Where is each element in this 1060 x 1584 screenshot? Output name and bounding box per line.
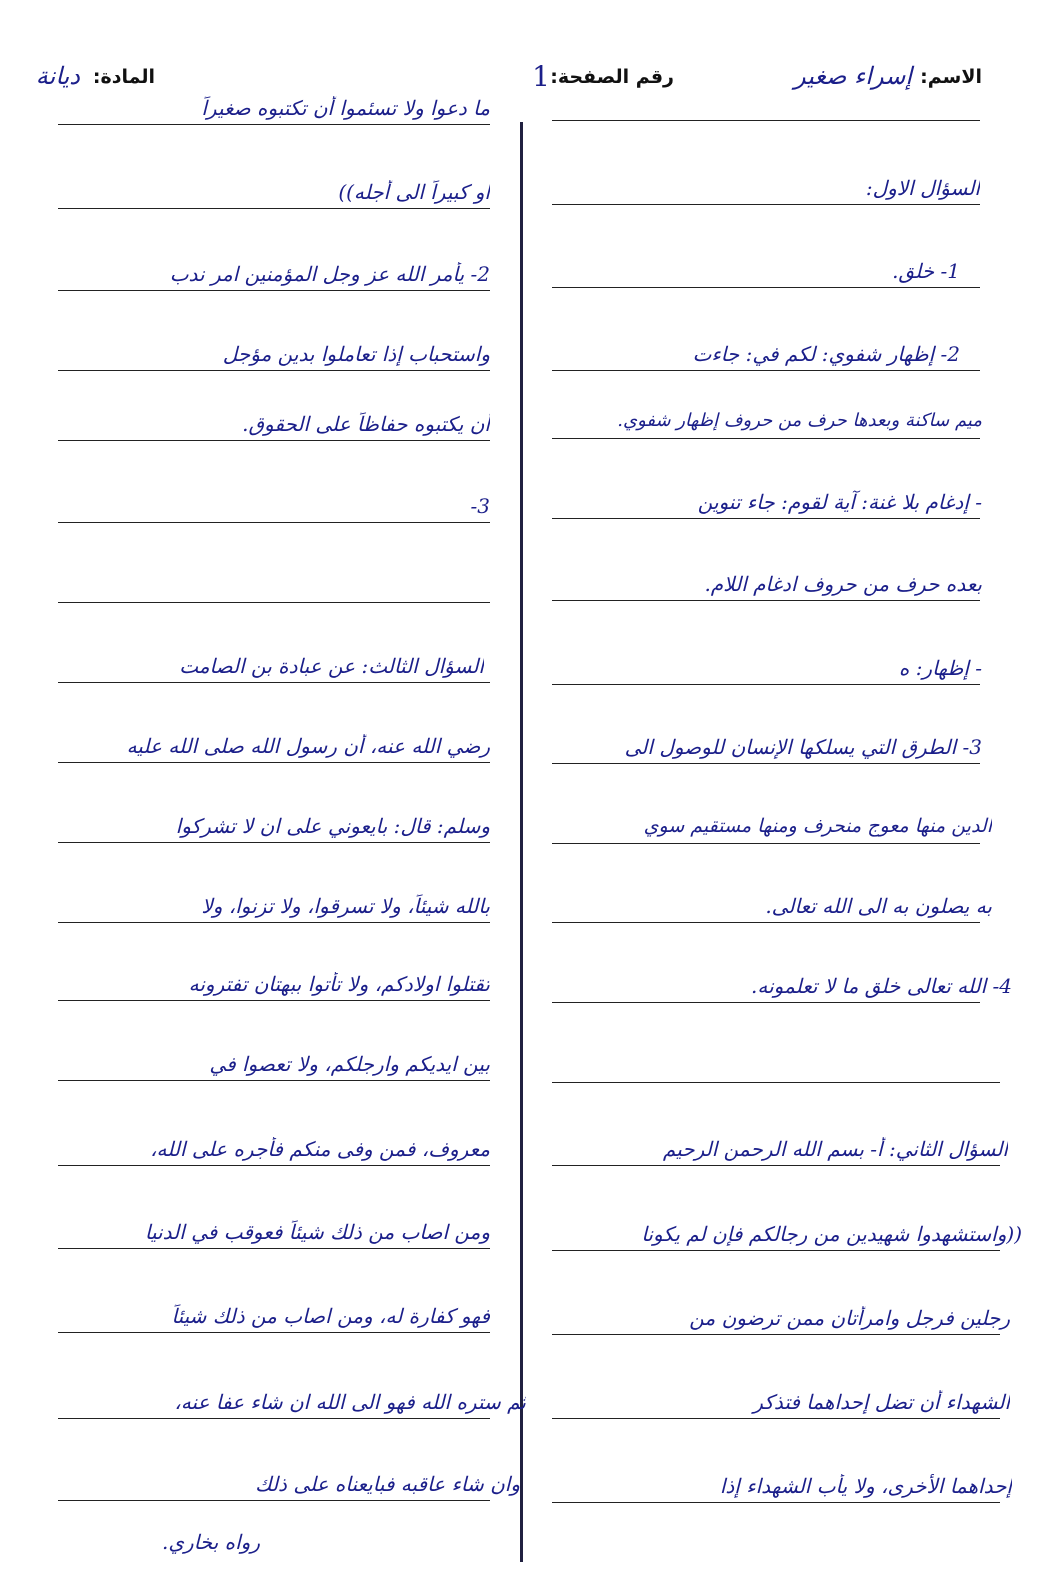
answer-line: معروف، فمن وفى منكم فأجره على الله،: [150, 1137, 490, 1161]
question-2-heading: السؤال الثاني: أ- بسم الله الرحمن الرحيم: [662, 1137, 1008, 1161]
name-label: الاسم:: [920, 66, 982, 88]
answer-line: بين ايديكم وارجلكم، ولا تعصوا في: [209, 1052, 490, 1076]
answer-line: تقتلوا اولادكم، ولا تأتوا ببهتان تفترونه: [188, 972, 490, 996]
left-rule: [58, 1248, 490, 1249]
page-number-label: رقم الصفحة:: [550, 66, 674, 88]
answer-line: 1- خلق.: [892, 259, 960, 283]
right-rule: [552, 1165, 1000, 1166]
answer-line: الشهداء أن تضل إحداهما فتذكر: [753, 1390, 1010, 1414]
answer-line: ثم ستره الله فهو الى الله ان شاء عفا عنه،: [174, 1390, 526, 1414]
right-rule: [552, 1082, 1000, 1083]
name-value: إسراء صغير: [793, 62, 912, 90]
answer-line: 3- الطرق التي يسلكها الإنسان للوصول الى: [624, 735, 982, 759]
answer-line: 4- الله تعالى خلق ما لا تعلمونه.: [751, 974, 1012, 998]
answer-line: رضي الله عنه، أن رسول الله صلى الله عليه: [126, 734, 490, 758]
left-rule: [58, 1165, 490, 1166]
subject-value: ديانة: [35, 62, 80, 90]
left-rule: [58, 1332, 490, 1333]
question-3-heading: السؤال الثالث: عن عبادة بن الصامت: [179, 654, 484, 678]
answer-line: 2- يأمر الله عز وجل المؤمنين امر ندب: [169, 262, 490, 286]
answer-line: ((واستشهدوا شهيدين من رجالكم فإن لم يكونا: [641, 1222, 1022, 1246]
right-rule: [552, 763, 980, 764]
right-rule: [552, 518, 980, 519]
answer-line: ومن اصاب من ذلك شيئاً فعوقب في الدنيا: [144, 1220, 490, 1244]
answer-line: ما دعوا ولا تسئموا أن تكتبوه صغيراً: [201, 96, 490, 120]
left-rule: [58, 124, 490, 125]
right-rule: [552, 922, 980, 923]
right-rule: [552, 1502, 1000, 1503]
left-rule: [58, 682, 490, 683]
answer-line: واستحباب إذا تعاملوا بدين مؤجل: [222, 342, 490, 366]
left-rule: [58, 842, 490, 843]
left-rule: [58, 440, 490, 441]
left-rule: [58, 1000, 490, 1001]
answer-line: فهو كفارة له، ومن اصاب من ذلك شيئاً: [171, 1304, 490, 1328]
left-rule: [58, 1500, 490, 1501]
answer-line: 3-: [470, 494, 490, 518]
answer-line: او كبيراً الى أجله)): [338, 180, 490, 204]
answer-line: - إدغام بلا غنة: آية لقوم: جاء تنوين: [697, 490, 982, 514]
answer-line: به يصلون به الى الله تعالى.: [765, 894, 992, 918]
answer-line: أن يكتبوه حفاظاً على الحقوق.: [242, 412, 490, 436]
left-rule: [58, 1418, 490, 1419]
right-rule: [552, 843, 980, 844]
right-rule: [552, 120, 980, 121]
right-rule: [552, 287, 980, 288]
right-rule: [552, 600, 980, 601]
left-rule: [58, 208, 490, 209]
left-rule: [58, 922, 490, 923]
answer-line: بالله شيئاً، ولا تسرقوا، ولا تزنوا، ولا: [201, 894, 490, 918]
answer-line: إحداهما الأخرى، ولا يأب الشهداء إذا: [719, 1474, 1012, 1498]
question-1-heading: السؤال الاول:: [865, 176, 980, 200]
answer-line: وسلم: قال: بايعوني على ان لا تشركوا: [175, 814, 490, 838]
answer-line: الدين منها معوج منحرف ومنها مستقيم سوي: [643, 815, 992, 837]
right-rule: [552, 204, 980, 205]
left-rule: [58, 522, 490, 523]
answer-line: ميم ساكنة وبعدها حرف من حروف إظهار شفوي.: [617, 410, 982, 431]
right-rule: [552, 684, 980, 685]
answer-line: - إظهار: ه: [898, 656, 982, 680]
page-number-value: 1: [532, 60, 550, 93]
answer-line: 2- إظهار شفوي: لكم في: جاءت: [692, 342, 960, 366]
left-rule: [58, 1080, 490, 1081]
right-rule: [552, 1002, 980, 1003]
answer-line: بعده حرف من حروف ادغام اللام.: [704, 572, 982, 596]
column-divider: [520, 122, 523, 1562]
right-rule: [552, 370, 980, 371]
answer-line: رجلين فرجل وامرأتان ممن ترضون من: [689, 1306, 1010, 1330]
right-rule: [552, 1334, 1000, 1335]
right-rule: [552, 1250, 1000, 1251]
answer-line: وان شاء عاقبه فبايعناه على ذلك: [255, 1472, 520, 1496]
right-rule: [552, 438, 980, 439]
hadith-source: رواه بخاري.: [162, 1530, 260, 1554]
left-rule: [58, 290, 490, 291]
left-rule: [58, 370, 490, 371]
left-rule: [58, 602, 490, 603]
subject-label: المادة:: [92, 66, 155, 88]
right-rule: [552, 1418, 1000, 1419]
left-rule: [58, 762, 490, 763]
